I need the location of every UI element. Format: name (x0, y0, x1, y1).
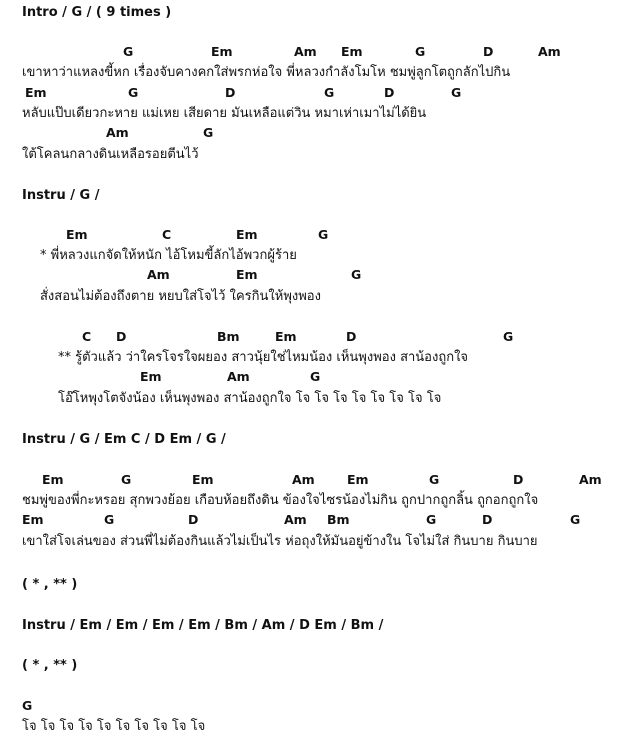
chord: Am (579, 472, 602, 487)
lyric-line: เขาใส่โจเล่นของ ส่วนพี่ไม่ต้องกินแล้วไม่เป็นไร ห่อถุงให้มันอยู่ข้างใน โจไม่ใส่ กินบาย กินบาย (22, 534, 538, 549)
chord: G (318, 227, 329, 242)
chord: Em (347, 472, 369, 487)
lyric-line: สั่งสอนไม่ต้องถึงตาย หยบใส่โจไว้ ใครกินให้พุงพอง (40, 289, 321, 304)
lyric-line: ** รู้ตัวแล้ว ว่าใครโจรใจผยอง สาวนุ้ยใช่ไหมน้อง เห็นพุงพอง สาน้องถูกใจ (58, 350, 469, 365)
chord: Em (66, 227, 88, 242)
chord: D (116, 329, 127, 344)
chord: Am (284, 512, 307, 527)
chord: G (351, 267, 362, 282)
chord: G (104, 512, 115, 527)
section-repeat-1: ( * , ** ) (22, 577, 78, 592)
chord: Em (192, 472, 214, 487)
lyric-line: ใต้โคลนกลางดินเหลือรอยตีนไว้ (22, 147, 199, 162)
chord: Bm (327, 512, 350, 527)
chord: Am (106, 125, 129, 140)
chord: Em (25, 85, 47, 100)
chord: G (203, 125, 214, 140)
chord: G (324, 85, 335, 100)
chord: G (22, 698, 33, 713)
section-intro: Intro / G / ( 9 times ) (22, 5, 172, 20)
chord: Em (22, 512, 44, 527)
chord: D (482, 512, 493, 527)
lyric-line: โอ๊โหพุงโตจังน้อง เห็นพุงพอง สาน้องถูกใจ โจ โจ โจ โจ โจ โจ โจ โจ (58, 391, 442, 406)
chord: G (415, 44, 426, 59)
section-instru-3: Instru / Em / Em / Em / Em / Bm / Am / D Em / Bm / (22, 618, 384, 633)
lyric-line: โจ โจ โจ โจ โจ โจ โจ โจ โจ โจ (22, 719, 206, 734)
chord: Am (147, 267, 170, 282)
section-instru-1: Instru / G / (22, 188, 100, 203)
lyric-line: ชมพู่ของพี่กะหรอย สุกพวงย้อย เกือบห้อยถึงดิน ข้องใจไซรน้องไม่กิน ถูกปากถูกลิ้น ถูกอกถูกใจ (22, 493, 539, 508)
chord: D (483, 44, 494, 59)
chord: G (121, 472, 132, 487)
chord: G (503, 329, 514, 344)
chord: D (513, 472, 524, 487)
chord: D (346, 329, 357, 344)
section-repeat-2: ( * , ** ) (22, 658, 78, 673)
chord: G (429, 472, 440, 487)
chord: Em (42, 472, 64, 487)
chord: Am (227, 369, 250, 384)
chord: Em (236, 267, 258, 282)
chord: G (123, 44, 134, 59)
chord: C (162, 227, 172, 242)
chord: G (426, 512, 437, 527)
chord: Em (236, 227, 258, 242)
chord: Em (211, 44, 233, 59)
chord: D (188, 512, 199, 527)
chord: D (225, 85, 236, 100)
chord: G (310, 369, 321, 384)
chord: Bm (217, 329, 240, 344)
chord: Em (341, 44, 363, 59)
section-instru-2: Instru / G / Em C / D Em / G / (22, 432, 226, 447)
chord: G (451, 85, 462, 100)
chord: Am (538, 44, 561, 59)
chord: Am (294, 44, 317, 59)
chord: C (82, 329, 92, 344)
chord: G (128, 85, 139, 100)
chord: D (384, 85, 395, 100)
lyric-line: * พี่หลวงแกจัดให้หนัก ไอ้โหมขี้ลักไอ้พวกผู้ร้าย (40, 248, 297, 263)
chord: Em (275, 329, 297, 344)
chord: Am (292, 472, 315, 487)
lyric-line: หลับแป๊บเดียวกะหาย แม่เหย เสียดาย มันเหลือแต่วิน หมาเห่าเมาไม่ได้ยิน (22, 106, 427, 121)
lyric-line: เขาหาว่าแหลงขี้หก เรื่องจับคางคกใส่พรกห่อใจ พี่หลวงกำลังโมโห ชมพู่ลูกโตถูกลักไปกิน (22, 65, 511, 80)
chord: G (570, 512, 581, 527)
chord: Em (140, 369, 162, 384)
